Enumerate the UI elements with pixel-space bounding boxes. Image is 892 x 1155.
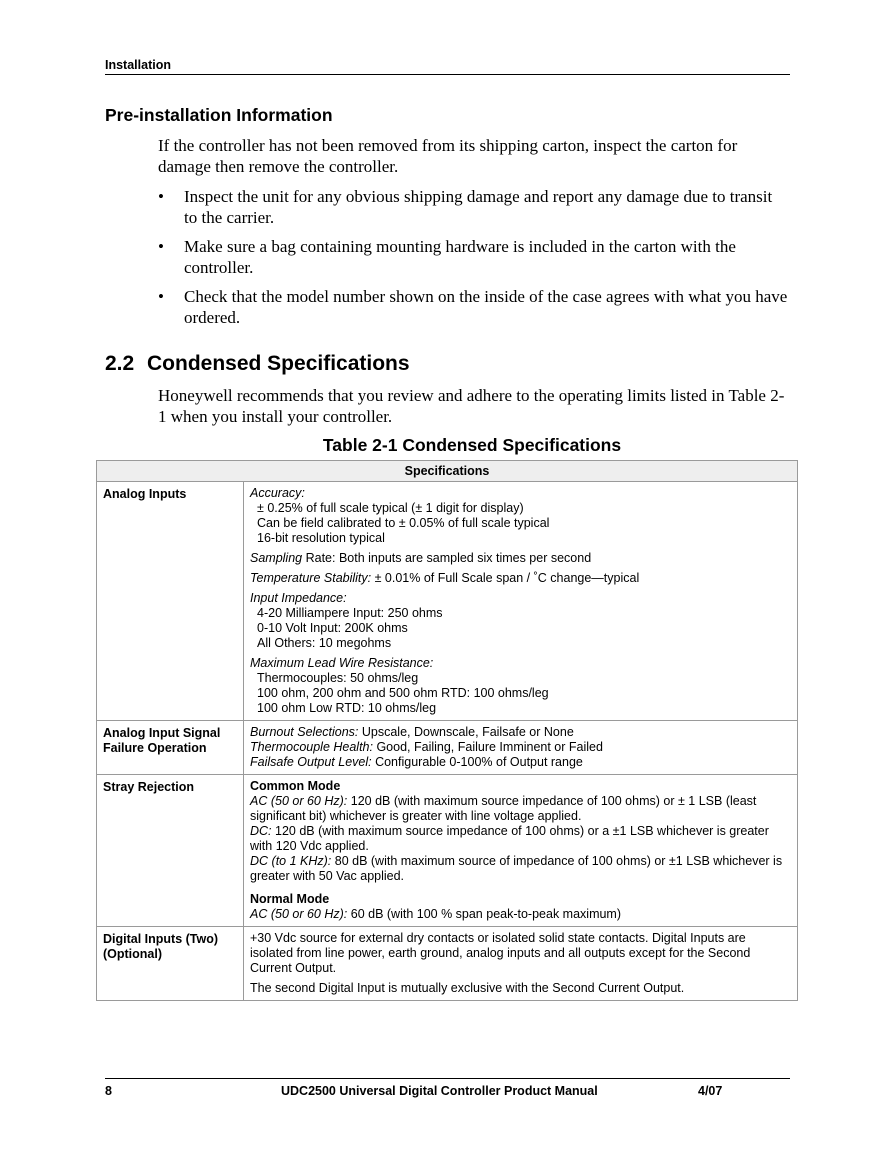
burnout-line bbox=[250, 725, 791, 740]
temperature-text: ± 0.01% of Full Scale span / ˚C change—typical bbox=[371, 571, 640, 585]
tc-health-text: Good, Failing, Failure Imminent or Failed bbox=[372, 740, 603, 754]
lead-wire-line: 100 ohm, 200 ohm and 500 ohm RTD: 100 ohms/leg bbox=[257, 686, 549, 700]
tc-health-line bbox=[250, 740, 791, 755]
bullet-icon: • bbox=[158, 237, 164, 256]
list-item bbox=[158, 286, 788, 328]
bullet-icon: • bbox=[158, 187, 164, 206]
sampling-block bbox=[250, 551, 791, 566]
failsafe-label: Failsafe Output Level: bbox=[250, 755, 372, 769]
tc-health-label: Thermocouple Health: bbox=[250, 740, 373, 754]
table-header-row bbox=[97, 461, 798, 482]
sampling-label: Sampling bbox=[250, 551, 303, 565]
specifications-table bbox=[96, 460, 798, 1001]
row-label: Analog Inputs bbox=[97, 482, 244, 721]
table-row bbox=[97, 721, 798, 775]
footer-rule bbox=[105, 1078, 790, 1079]
row-value bbox=[244, 775, 798, 927]
normal-ac-text: 60 dB (with 100 % span peak-to-peak maximum) bbox=[347, 907, 622, 921]
digital-paragraph: The second Digital Input is mutually exclusive with the Second Current Output. bbox=[250, 981, 685, 995]
accuracy-line: ± 0.25% of full scale typical (± 1 digit for display) bbox=[257, 501, 524, 515]
impedance-line: 4-20 Milliampere Input: 250 ohms bbox=[257, 606, 443, 620]
lead-wire-block bbox=[250, 656, 791, 716]
section-heading bbox=[105, 352, 410, 376]
table-row bbox=[97, 482, 798, 721]
common-dc1k-text: 80 dB (with maximum source of impedance of 100 ohms) or ±1 LSB whichever is greater with 50 Vac applied. bbox=[250, 854, 783, 883]
row-label: Analog Input Signal Failure Operation bbox=[97, 721, 244, 775]
preinstall-bullet-list bbox=[158, 186, 788, 336]
common-ac-line bbox=[250, 794, 791, 824]
common-mode-title: Common Mode bbox=[250, 779, 341, 793]
impedance-line: All Others: 10 megohms bbox=[257, 636, 392, 650]
list-item bbox=[158, 186, 788, 228]
failsafe-text: Configurable 0-100% of Output range bbox=[371, 755, 583, 769]
bullet-text: Inspect the unit for any obvious shipping damage and report any damage due to transit to the carrier. bbox=[184, 187, 773, 227]
lead-wire-line: 100 ohm Low RTD: 10 ohms/leg bbox=[257, 701, 437, 715]
burnout-label: Burnout Selections: bbox=[250, 725, 359, 739]
footer-title: UDC2500 Universal Digital Controller Product Manual bbox=[281, 1084, 598, 1098]
footer-date: 4/07 bbox=[698, 1084, 723, 1098]
lead-wire-label: Maximum Lead Wire Resistance: bbox=[250, 656, 434, 670]
section-title: Condensed Specifications bbox=[147, 352, 410, 375]
header-rule bbox=[105, 74, 790, 75]
accuracy-block bbox=[250, 486, 791, 546]
temperature-label: Temperature Stability: bbox=[250, 571, 372, 585]
impedance-block bbox=[250, 591, 791, 651]
accuracy-line: 16-bit resolution typical bbox=[257, 531, 385, 545]
preinstall-heading: Pre-installation Information bbox=[105, 105, 333, 125]
digital-paragraph: +30 Vdc source for external dry contacts or isolated solid state contacts. Digital Inputs are isolated from line power, earth ground, analog inputs and all outputs except for the Second Current Output. bbox=[250, 931, 751, 975]
sampling-text: Rate: Both inputs are sampled six times per second bbox=[302, 551, 592, 565]
list-item bbox=[158, 236, 788, 278]
common-dc-label: DC: bbox=[250, 824, 272, 838]
bullet-icon: • bbox=[158, 287, 164, 306]
bullet-text: Make sure a bag containing mounting hardware is included in the carton with the controller. bbox=[184, 237, 736, 277]
impedance-line: 0-10 Volt Input: 200K ohms bbox=[257, 621, 408, 635]
temperature-block bbox=[250, 571, 791, 586]
common-dc-text: 120 dB (with maximum source impedance of 100 ohms) or a ±1 LSB whichever is greater with 120 Vdc applied. bbox=[250, 824, 769, 853]
page-number: 8 bbox=[105, 1084, 112, 1098]
accuracy-line: Can be field calibrated to ± 0.05% of full scale typical bbox=[257, 516, 550, 530]
section-intro: Honeywell recommends that you review and adhere to the operating limits listed in Table 2-1 when you install your controller. bbox=[158, 386, 785, 426]
running-header: Installation bbox=[105, 58, 171, 72]
normal-ac-label: AC (50 or 60 Hz): bbox=[250, 907, 348, 921]
bullet-text: Check that the model number shown on the inside of the case agrees with what you have ordered. bbox=[184, 287, 788, 327]
table-row bbox=[97, 927, 798, 1001]
burnout-text: Upscale, Downscale, Failsafe or None bbox=[358, 725, 574, 739]
preinstall-intro: If the controller has not been removed from its shipping carton, inspect the carton for damage then remove the controller. bbox=[158, 136, 738, 176]
spacer bbox=[250, 884, 791, 892]
impedance-label: Input Impedance: bbox=[250, 591, 347, 605]
failsafe-line bbox=[250, 755, 791, 770]
row-label: Digital Inputs (Two) (Optional) bbox=[97, 927, 244, 1001]
row-value bbox=[244, 482, 798, 721]
common-dc-line bbox=[250, 824, 791, 854]
table-row bbox=[97, 775, 798, 927]
lead-wire-line: Thermocouples: 50 ohms/leg bbox=[257, 671, 419, 685]
accuracy-label: Accuracy: bbox=[250, 486, 305, 500]
normal-ac-line bbox=[250, 907, 791, 922]
common-dc1k-line bbox=[250, 854, 791, 884]
table-header-cell: Specifications bbox=[97, 461, 798, 482]
row-value bbox=[244, 927, 798, 1001]
section-number: 2.2 bbox=[105, 352, 135, 375]
row-label: Stray Rejection bbox=[97, 775, 244, 927]
common-dc1k-label: DC (to 1 KHz): bbox=[250, 854, 332, 868]
row-value bbox=[244, 721, 798, 775]
normal-mode-title: Normal Mode bbox=[250, 892, 330, 906]
table-caption: Table 2-1 Condensed Specifications bbox=[322, 435, 622, 455]
common-ac-label: AC (50 or 60 Hz): bbox=[250, 794, 348, 808]
common-ac-text: 120 dB (with maximum source impedance of 100 ohms) or ± 1 LSB (least significant bit) whichever is greater with line voltage applied. bbox=[250, 794, 757, 823]
